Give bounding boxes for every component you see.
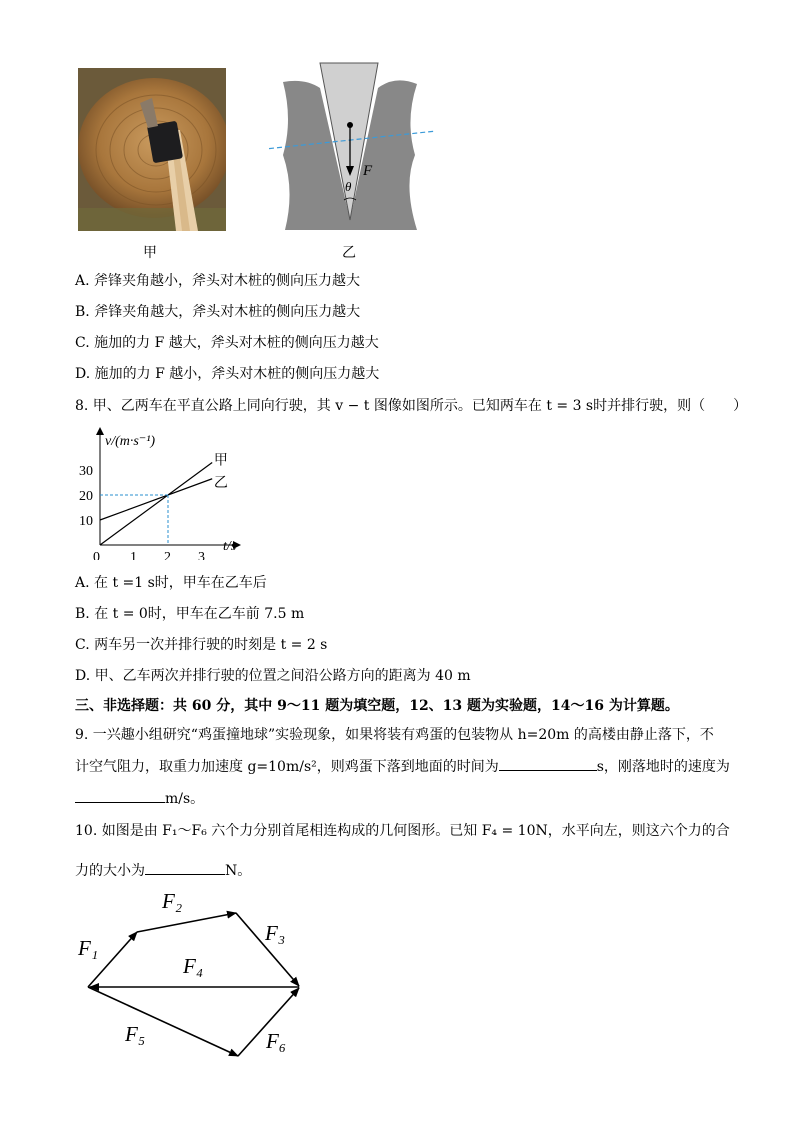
q9-speed-blank[interactable] [75, 788, 165, 803]
q9-line2 [75, 756, 730, 776]
q10-line2 [75, 860, 251, 880]
q7-option-a: A. 斧锋夹角越小，斧头对木桩的侧向压力越大 [75, 273, 361, 289]
force-f3-label: F₃ [265, 921, 286, 945]
q7-option-d: D. 施加的力 F 越小，斧头对木桩的侧向压力越大 [75, 366, 380, 382]
y-axis-arrow [96, 427, 104, 435]
force-polygon-diagram [70, 885, 320, 1065]
series-label-2: 乙 [213, 475, 228, 491]
y-tick-label: 10 [79, 514, 93, 529]
q8-option-d: D. 甲、乙车两次并排行驶的位置之间沿公路方向的距离为 40 m [75, 668, 471, 684]
q10-line1: 10. 如图是由 F₁～F₆ 六个力分别首尾相连构成的几何图形。已知 F₄ = 10N，水平向左，则这六个力的合 [75, 823, 730, 839]
x-tick-label: 0 [93, 550, 100, 560]
x-axis-label: t/s [223, 539, 237, 554]
force-f1-label: F₁ [78, 936, 99, 960]
q7-option-c: C. 施加的力 F 越大，斧头对木桩的侧向压力越大 [75, 335, 379, 351]
q8-option-b: B. 在 t = 0时，甲车在乙车前 7.5 m [75, 606, 305, 622]
force-f2-label: F₂ [162, 889, 183, 913]
q8-stem: 8. 甲、乙两车在平直公路上同向行驶，其 v − t 图像如图所示。已知两车在 t = 3 s时并排行驶，则（ ） [75, 398, 748, 414]
q9-time-blank[interactable] [499, 756, 597, 771]
q7-option-b: B. 斧锋夹角越大，斧头对木桩的侧向压力越大 [75, 304, 361, 320]
q9-line2-b: s，刚落地时的速度为 [596, 759, 730, 775]
vt-chart [75, 425, 255, 560]
q9-line3 [75, 788, 204, 808]
axe-photo [78, 68, 226, 231]
y-axis-label: v/(m·s⁻¹) [105, 434, 156, 449]
force-f2-arrow [137, 913, 236, 932]
series-line-2 [100, 479, 212, 520]
q9-line3-text: m/s。 [165, 791, 205, 807]
photo-caption: 甲 [143, 245, 157, 261]
angle-label: θ [345, 179, 352, 194]
force-label: F [363, 163, 373, 179]
force-f4-label: F₄ [183, 954, 204, 978]
x-tick-label: 3 [198, 550, 205, 560]
q8-option-a: A. 在 t =1 s时，甲车在乙车后 [75, 575, 267, 591]
q10-line2-a: 力的大小为 [75, 863, 145, 879]
q10-line2-b: N。 [225, 863, 252, 879]
q9-line1: 9. 一兴趣小组研究“鸡蛋撞地球”实验现象，如果将装有鸡蛋的包装物从 h=20m 的高楼由静止落下，不 [75, 727, 714, 743]
diagram-caption: 乙 [342, 245, 356, 261]
q10-answer-blank[interactable] [145, 860, 225, 875]
x-tick-label: 1 [130, 550, 137, 560]
x-tick-label: 2 [164, 550, 171, 560]
wedge-diagram [265, 60, 435, 240]
q8-option-c: C. 两车另一次并排行驶的时刻是 t = 2 s [75, 637, 328, 653]
series-label-1: 甲 [213, 453, 228, 469]
force-f5-arrow [88, 987, 238, 1056]
series-line-1 [100, 463, 212, 546]
force-f6-label: F₆ [266, 1029, 287, 1053]
y-tick-label: 20 [79, 489, 93, 504]
force-f5-label: F₅ [125, 1022, 146, 1046]
q9-line2-a: 计空气阻力，取重力加速度 g=10m/s²，则鸡蛋下落到地面的时间为 [75, 759, 499, 775]
section3-heading: 三、非选择题：共 60 分，其中 9～11 题为填空题，12、13 题为实验题，14～16 为计算题。 [75, 698, 679, 714]
y-tick-label: 30 [79, 464, 93, 479]
